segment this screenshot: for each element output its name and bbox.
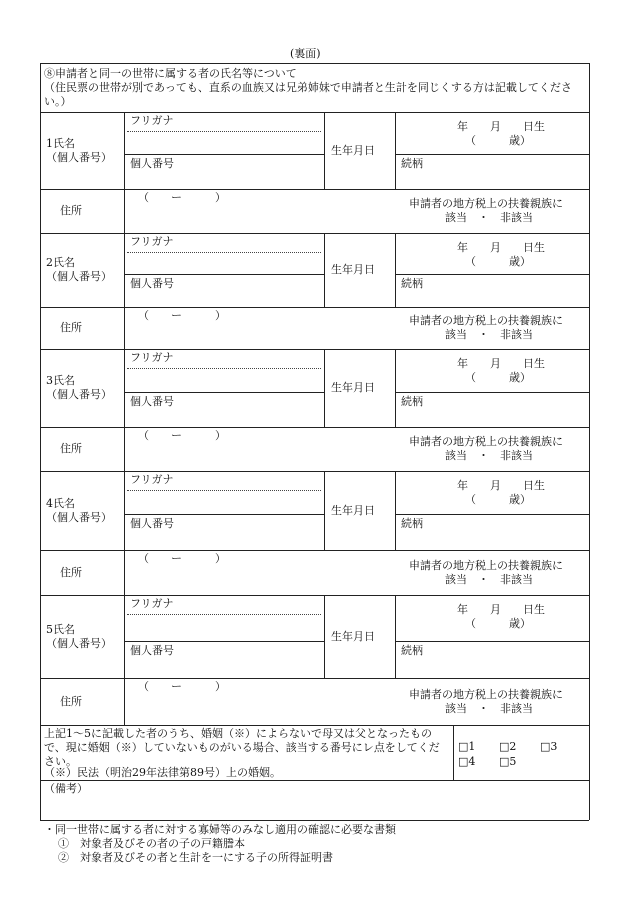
my-number-label: （個人番号）	[46, 636, 112, 650]
my-number-field-label: 個人番号	[130, 644, 174, 657]
checkbox-4[interactable]: □4	[458, 755, 476, 768]
my-number-label: （個人番号）	[46, 270, 112, 283]
dependent-question: 申請者の地方税上の扶養親族に	[409, 314, 563, 327]
checkbox-5[interactable]: □5	[499, 755, 517, 768]
relation-label: 続柄	[401, 277, 423, 290]
column-separator	[324, 233, 325, 307]
relation-input[interactable]	[396, 408, 588, 426]
name-input[interactable]	[125, 254, 323, 273]
relation-input[interactable]	[396, 170, 588, 188]
cell-separator	[124, 514, 324, 515]
dependent-question: 申請者の地方税上の扶養親族に	[409, 558, 563, 572]
relation-label: 続柄	[401, 517, 423, 530]
my-number-field-label: 個人番号	[130, 517, 174, 530]
furigana-guide	[127, 490, 321, 491]
cell-separator	[395, 392, 589, 393]
marriage-footnote: （※）民法（明治29年法律第89号）上の婚姻。	[44, 766, 281, 779]
phone-format: （ ー ）	[138, 680, 226, 693]
my-number-input[interactable]	[125, 657, 323, 677]
birthdate-format: 年 月 日生	[457, 603, 545, 616]
name-label: 1氏名	[46, 136, 75, 150]
column-separator	[324, 112, 325, 189]
birthdate-label: 生年月日	[331, 381, 375, 394]
row-separator	[40, 189, 589, 190]
name-input[interactable]	[125, 492, 323, 513]
phone-format: （ ー ）	[138, 191, 226, 204]
phone-format: （ ー ）	[138, 309, 226, 322]
my-number-field-label: 個人番号	[130, 157, 174, 170]
name-input[interactable]	[125, 133, 323, 153]
checkbox-2[interactable]: □2	[499, 740, 517, 753]
relation-label: 続柄	[401, 644, 423, 657]
my-number-input[interactable]	[125, 408, 323, 426]
section8-title: ⑧申請者と同一の世帯に属する者の氏名等について	[44, 67, 297, 80]
cell-separator	[124, 641, 324, 642]
remarks-field[interactable]	[41, 796, 588, 819]
address-label: 住所	[60, 204, 82, 217]
name-input[interactable]	[125, 616, 323, 640]
cell-separator	[395, 514, 589, 515]
column-separator	[324, 349, 325, 427]
cell-separator	[395, 641, 589, 642]
my-number-label: （個人番号）	[46, 150, 112, 164]
row-separator	[40, 427, 589, 428]
name-label: 5氏名	[46, 622, 75, 636]
birthdate-label: 生年月日	[331, 143, 375, 157]
cell-separator	[395, 274, 589, 275]
address-input[interactable]	[125, 693, 396, 724]
column-separator	[324, 471, 325, 550]
row-separator	[40, 550, 589, 551]
birthdate-format: 年 月 日生	[457, 120, 545, 133]
my-number-input[interactable]	[125, 290, 323, 306]
column-separator	[324, 595, 325, 678]
section8-note: （住民票の世帯が別であっても、直系の血族又は兄弟姉妹で申請者と生計を同じくする方は記載してください。）	[44, 81, 572, 108]
address-label: 住所	[60, 694, 82, 708]
name-label: 2氏名	[46, 256, 75, 269]
age-format: （ 歳）	[465, 134, 531, 147]
name-label: 3氏名	[46, 374, 75, 387]
birthdate-input[interactable]	[396, 113, 588, 153]
birthdate-input[interactable]	[396, 472, 588, 513]
age-format: （ 歳）	[465, 371, 531, 384]
dependent-question: 申請者の地方税上の扶養親族に	[409, 435, 563, 448]
furigana-guide	[127, 368, 321, 369]
age-format: （ 歳）	[465, 617, 531, 630]
furigana-guide	[127, 252, 321, 253]
birthdate-label: 生年月日	[331, 503, 375, 517]
name-input[interactable]	[125, 370, 323, 391]
birthdate-label: 生年月日	[331, 263, 375, 276]
furigana-label: フリガナ	[130, 351, 174, 364]
name-label: 4氏名	[46, 496, 75, 510]
my-number-label: （個人番号）	[46, 510, 112, 524]
age-format: （ 歳）	[465, 255, 531, 268]
relation-input[interactable]	[396, 530, 588, 549]
checkbox-1[interactable]: □1	[458, 740, 476, 753]
my-number-field-label: 個人番号	[130, 395, 174, 408]
address-input[interactable]	[125, 565, 396, 594]
age-format: （ 歳）	[465, 493, 531, 506]
my-number-input[interactable]	[125, 530, 323, 549]
address-label: 住所	[60, 442, 82, 455]
my-number-label: （個人番号）	[46, 388, 112, 401]
address-input[interactable]	[125, 204, 396, 232]
birthdate-input[interactable]	[396, 234, 588, 273]
birthdate-input[interactable]	[396, 596, 588, 640]
dependent-question: 申請者の地方税上の扶養親族に	[409, 197, 563, 210]
my-number-field-label: 個人番号	[130, 277, 174, 290]
documents-title: ・同一世帯に属する者に対する寡婦等のみなし適用の確認に必要な書類	[44, 823, 396, 836]
page-title: (裏面)	[290, 47, 321, 60]
dependent-question: 申請者の地方税上の扶養親族に	[409, 687, 563, 701]
furigana-label: フリガナ	[130, 473, 174, 486]
address-input[interactable]	[125, 442, 396, 470]
relation-input[interactable]	[396, 290, 588, 306]
dependent-options[interactable]: 該当 ・ 非該当	[445, 328, 533, 341]
phone-format: （ ー ）	[138, 552, 226, 565]
cell-separator	[124, 154, 324, 155]
birthdate-format: 年 月 日生	[457, 357, 545, 370]
dependent-options[interactable]: 該当 ・ 非該当	[445, 211, 533, 224]
relation-label: 続柄	[401, 157, 423, 170]
dependent-options[interactable]: 該当 ・ 非該当	[445, 572, 533, 586]
birthdate-format: 年 月 日生	[457, 479, 545, 492]
document-item: ① 対象者及びその者の子の戸籍謄本	[58, 837, 245, 850]
cell-separator	[395, 154, 589, 155]
my-number-input[interactable]	[125, 170, 323, 188]
phone-format: （ ー ）	[138, 429, 226, 442]
checkbox-3[interactable]: □3	[540, 740, 558, 753]
dependent-options[interactable]: 該当 ・ 非該当	[445, 449, 533, 462]
furigana-guide	[127, 131, 321, 132]
address-label: 住所	[60, 565, 82, 579]
relation-input[interactable]	[396, 657, 588, 677]
birthdate-input[interactable]	[396, 350, 588, 391]
document-item: ② 対象者及びその者と生計を一にする子の所得証明書	[58, 851, 333, 864]
furigana-label: フリガナ	[130, 114, 174, 127]
remarks-label: （備考）	[44, 782, 88, 795]
furigana-guide	[127, 614, 321, 615]
relation-label: 続柄	[401, 395, 423, 408]
furigana-label: フリガナ	[130, 597, 174, 610]
row-separator	[40, 678, 589, 679]
cell-separator	[124, 274, 324, 275]
address-label: 住所	[60, 321, 82, 334]
address-input[interactable]	[125, 322, 396, 348]
cell-separator	[124, 392, 324, 393]
marriage-instruction: 上記1～5に記載した者のうち、婚姻（※）によらないで母又は父となったもので、現に婚姻（※）していないものがいる場合、該当する番号にレ点をしてください。	[44, 727, 440, 768]
row-separator	[40, 307, 589, 308]
dependent-options[interactable]: 該当 ・ 非該当	[445, 701, 533, 715]
furigana-label: フリガナ	[130, 235, 174, 248]
birthdate-format: 年 月 日生	[457, 241, 545, 254]
birthdate-label: 生年月日	[331, 629, 375, 643]
